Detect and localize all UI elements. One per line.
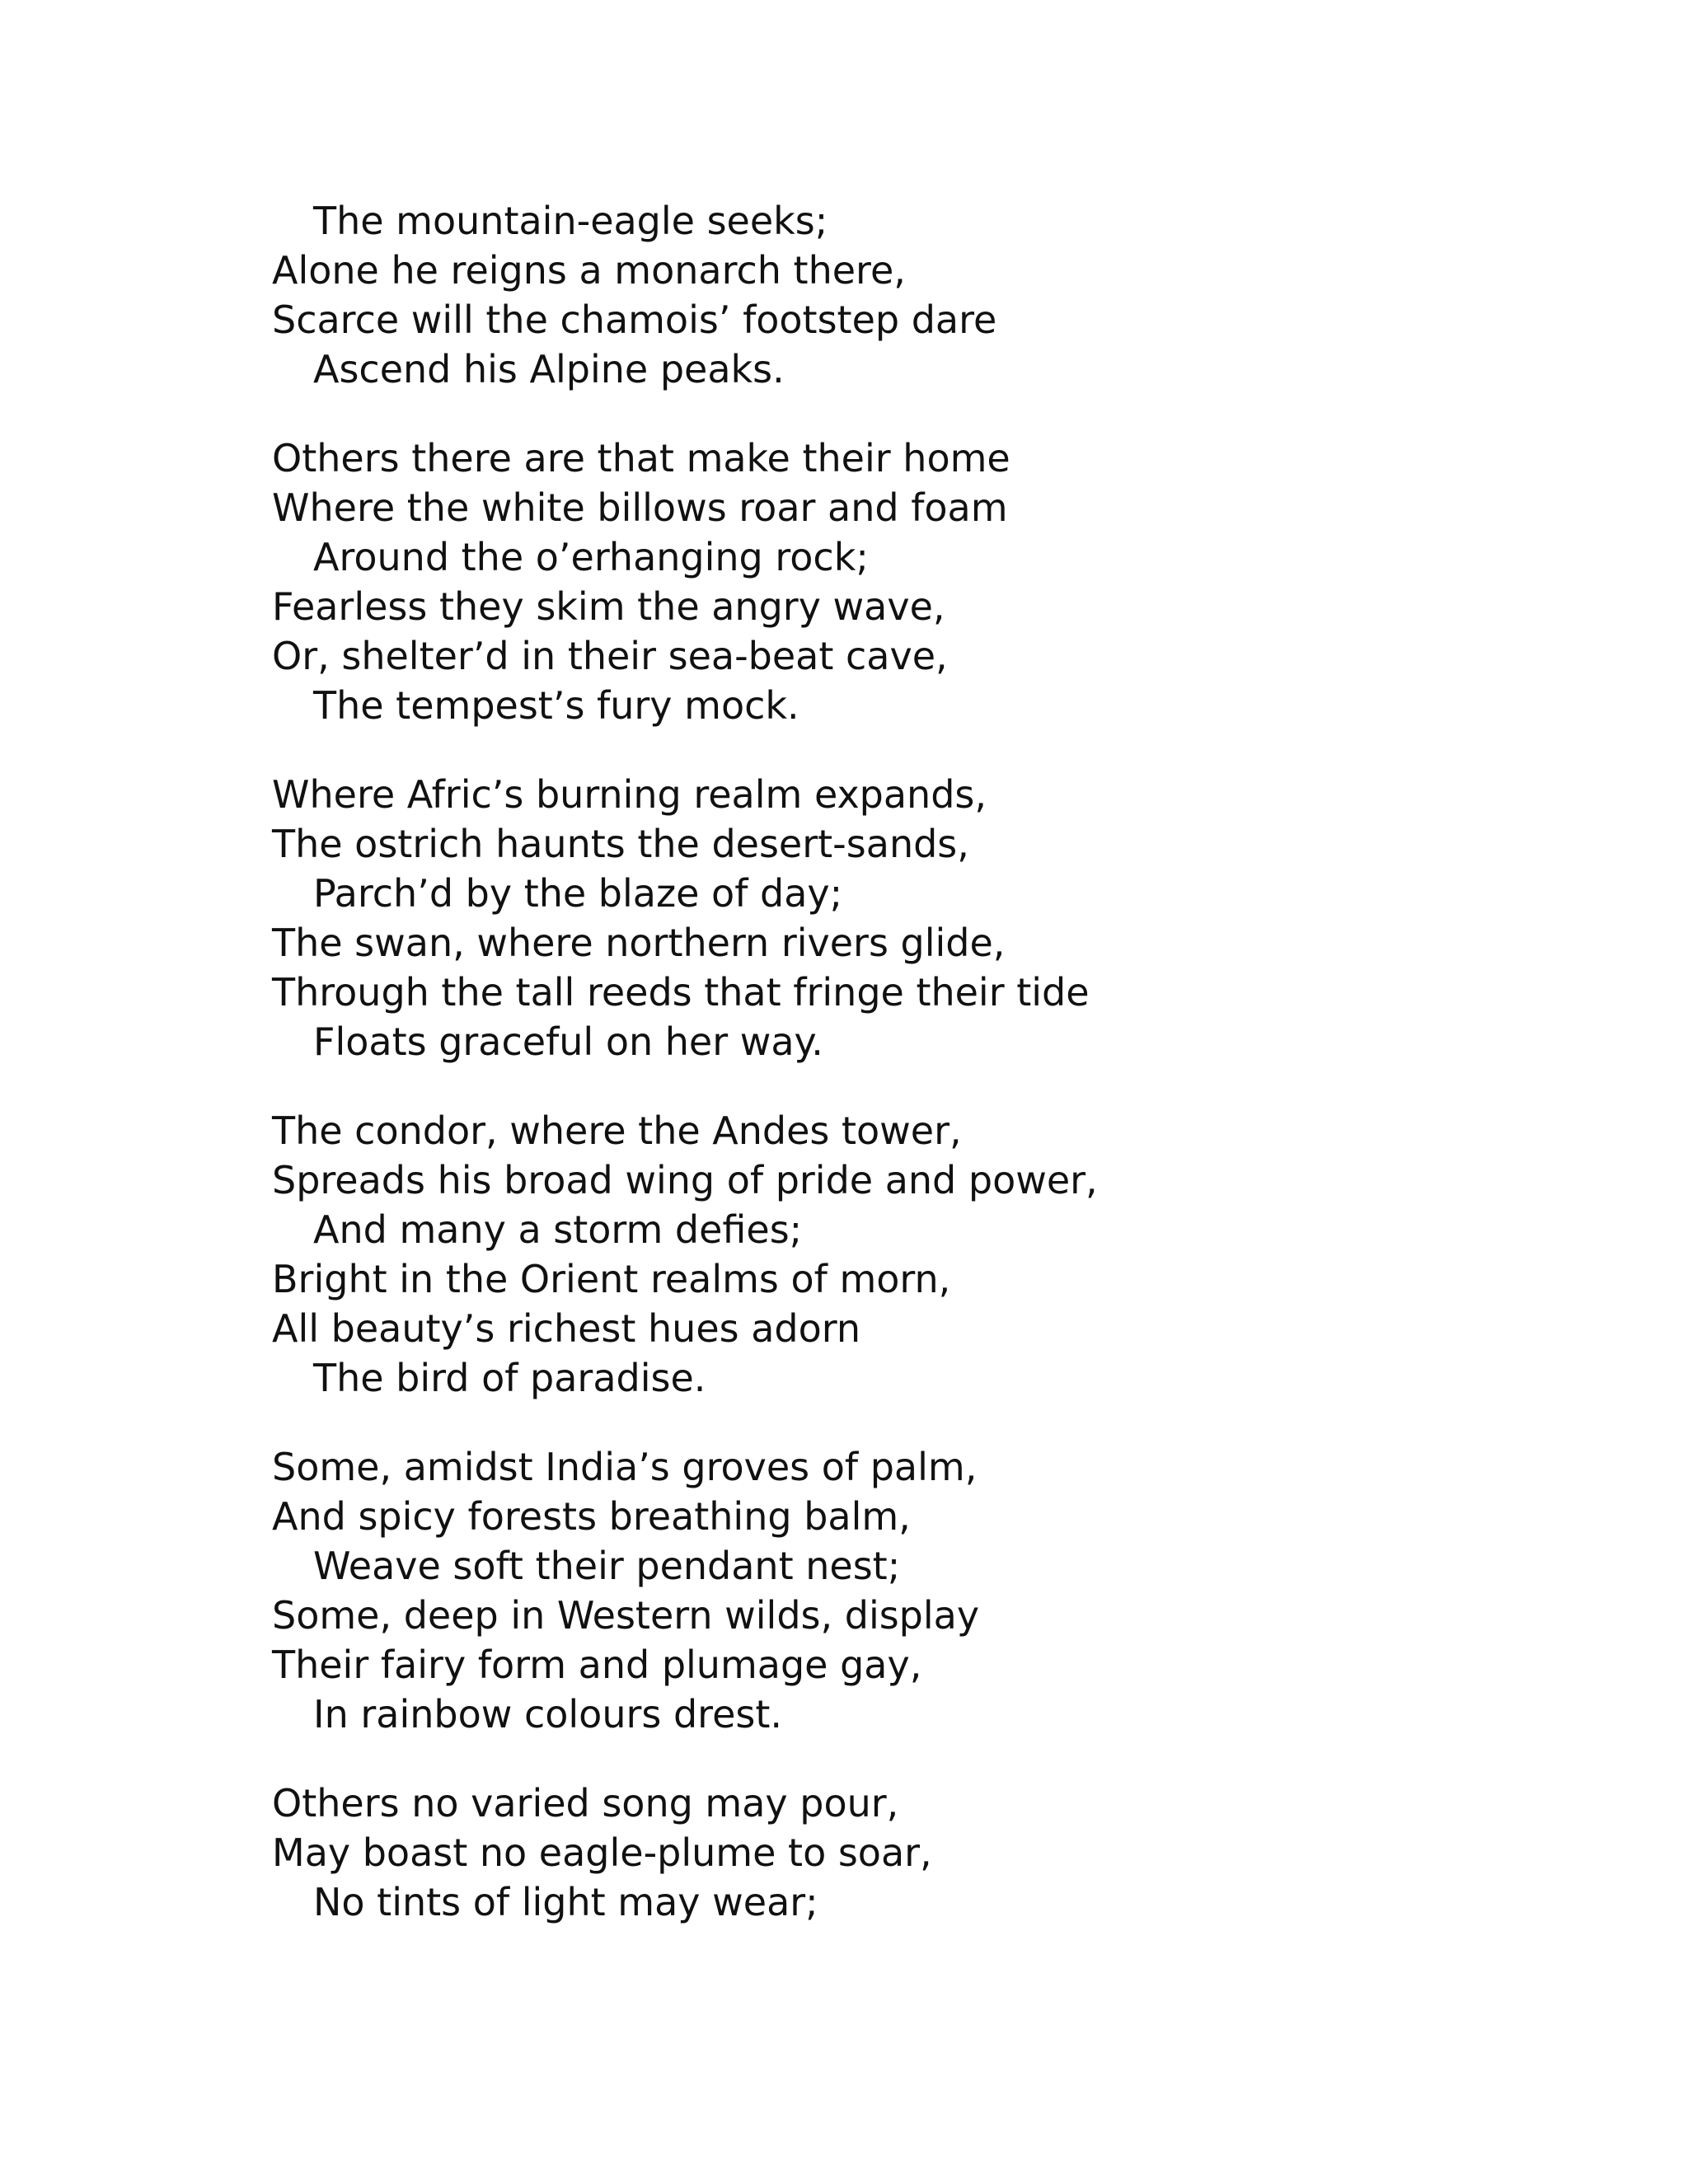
- poem-line: Floats graceful on her way.: [313, 1019, 823, 1064]
- stanza-3: [272, 770, 1508, 1066]
- poem-line: May boast no eagle-plume to soar,: [272, 1830, 932, 1875]
- poem-line: Fearless they skim the angry wave,: [272, 584, 945, 629]
- stanza-1: [272, 196, 1508, 394]
- poem-line: Spreads his broad wing of pride and power,: [272, 1158, 1098, 1202]
- stanza-5: [272, 1442, 1508, 1739]
- poem-line: Around the o’erhanging rock;: [313, 535, 869, 579]
- poem-line: Some, amidst India’s groves of palm,: [272, 1445, 978, 1489]
- poem-line: The swan, where northern rivers glide,: [272, 921, 1006, 965]
- poem-line: Through the tall reeds that fringe their tide: [272, 970, 1090, 1015]
- poem-line: In rainbow colours drest.: [313, 1692, 783, 1736]
- poem-line: Bright in the Orient realms of morn,: [272, 1257, 951, 1301]
- poem-line: Where Afric’s burning realm expands,: [272, 772, 987, 817]
- poem-line: No tints of light may wear;: [313, 1880, 818, 1924]
- poem-line: Where the white billows roar and foam: [272, 485, 1008, 530]
- poem-line: Alone he reigns a monarch there,: [272, 248, 906, 293]
- poem-line: Scarce will the chamois’ footstep dare: [272, 298, 997, 342]
- poem-line: Parch’d by the blaze of day;: [313, 871, 843, 916]
- poem-line: Or, shelter’d in their sea-beat cave,: [272, 634, 948, 678]
- poem-line: Weave soft their pendant nest;: [313, 1544, 901, 1588]
- poem-line: Some, deep in Western wilds, display: [272, 1593, 980, 1638]
- poem-line: Their fairy form and plumage gay,: [272, 1643, 922, 1687]
- poem-line: Ascend his Alpine peaks.: [313, 347, 785, 391]
- poem-line: Others no varied song may pour,: [272, 1781, 899, 1825]
- poem-line: Others there are that make their home: [272, 436, 1010, 480]
- poem-page: [272, 196, 1508, 1966]
- stanza-6: [272, 1779, 1508, 1927]
- poem-line: The bird of paradise.: [313, 1356, 706, 1400]
- poem-line: All beauty’s richest hues adorn: [272, 1306, 861, 1351]
- stanza-2: [272, 434, 1508, 730]
- poem-line: The tempest’s fury mock.: [313, 683, 799, 728]
- poem-line: And spicy forests breathing balm,: [272, 1494, 911, 1539]
- stanza-4: [272, 1106, 1508, 1403]
- poem-line: The condor, where the Andes tower,: [272, 1108, 962, 1153]
- poem-line: And many a storm defies;: [313, 1207, 803, 1252]
- poem-line: The mountain-eagle seeks;: [313, 199, 828, 243]
- poem-line: The ostrich haunts the desert-sands,: [272, 822, 969, 866]
